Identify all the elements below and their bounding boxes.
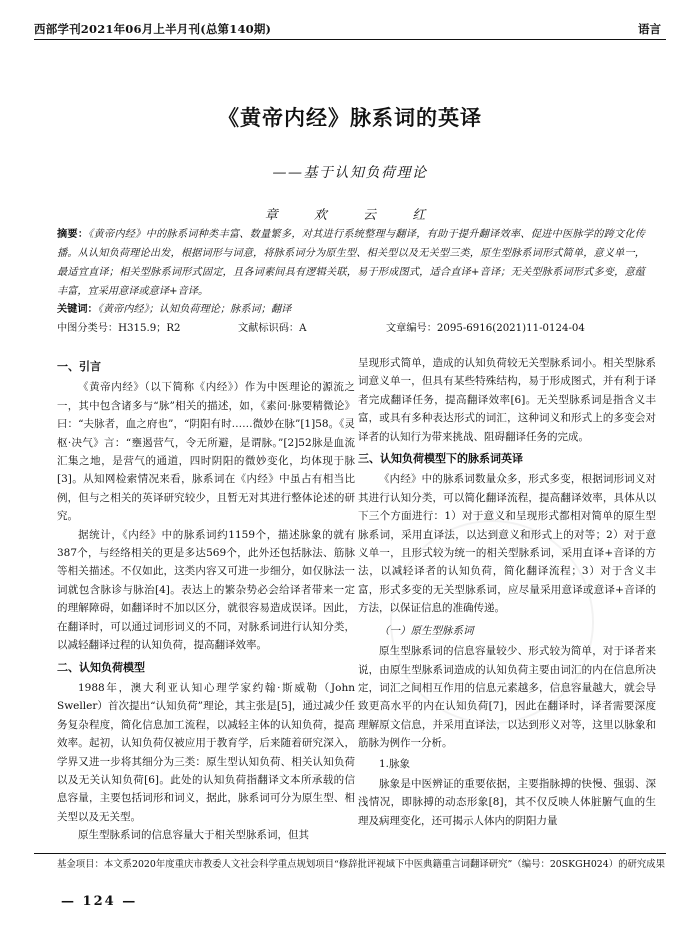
subsection-heading: （一）原生型脉系词 xyxy=(379,624,474,637)
left-column xyxy=(57,354,355,845)
keywords-text: 《黄帝内经》；认知负荷理论；脉系词；翻译 xyxy=(97,304,292,315)
clc-number: 中图分类号：H315.9；R2 xyxy=(57,323,181,334)
header-rule xyxy=(34,39,666,40)
paragraph: 呈现形式简单，造成的认知负荷较无关型脉系词小。相关型脉系词意义单一，但具有某些特殊结构，易于形成图式，并有利于译者完成翻译任务，提高翻译效率[6]。无关型脉系词是指含义丰富，或具有多种表达形式的词汇，这种词义和形式上的多变会对译者的认知行为带来挑战、阻碍翻译任务的完成。 xyxy=(358,357,656,443)
section-label: 语言 xyxy=(638,22,661,36)
document-code: 文献标识码：A xyxy=(238,323,307,334)
page-number: — 124 — xyxy=(61,894,138,909)
paragraph: 脉象是中医辨证的重要依据，主要指脉搏的快慢、强弱、深浅情况，即脉搏的动态形象[8]，其不仅反映人体脏腑气血的生理及病理变化，还可揭示人体内的阴阳力量 xyxy=(358,777,656,827)
authors: 章 欢 云 红 xyxy=(264,208,436,223)
article-title: 《黄帝内经》脉系词的英译 xyxy=(218,105,482,130)
abstract-text: 《黄帝内经》中的脉系词种类丰富、数量繁多，对其进行系统整理与翻译，有助于提升翻译效率、促进中医脉学的跨文化传播。从认知负荷理论出发，根据词形与词意，将脉系词分为原生型、相关型以及无关型三类，原生型脉系词形式简单，意义单一，最适宜直译；相关型脉系词形式固定，且各词素间具有逻辑关联，易于形成图式，适合直译+音译；无关型脉系词形式多变，意蕴丰富，宜采用意译或意译+音译。 xyxy=(57,229,645,297)
subsubsection-heading: 1.脉象 xyxy=(379,757,411,770)
journal-header: 西部学刊2021年06月上半月刊(总第140期) xyxy=(34,22,272,36)
footnote-rule xyxy=(34,853,666,854)
article-subtitle: ——基于认知负荷理论 xyxy=(272,165,428,181)
abstract-label: 摘要： xyxy=(57,228,89,240)
paragraph: 原生型脉系词的信息容量较少、形式较为简单，对于译者来说，由原生型脉系词造成的认知负荷主要由词汇的内在信息所决定，词汇之间相互作用的信息元素越多，信息容量越大，就会导致更高水平的内在认知负荷[7]，因此在翻译时，译者需要深度理解原文信息，并采用直译法，以达到形义对等，这里以脉象和筋脉为例作一分析。 xyxy=(358,645,656,750)
paragraph: 原生型脉系词的信息容量大于相关型脉系词，但其 xyxy=(78,829,309,842)
paragraph: 《内经》中的脉系词数量众多，形式多变，根据词形词义对其进行认知分类，可以简化翻译流程，提高翻译效率，具体从以下三个方面进行：1）对于意义和呈现形式都相对简单的原生型脉系词，采用直译法，以达到意义和形式上的对等；2）对于意义单一，且形式较为统一的相关型脉系词，采用直译+音译的方法，以减轻译者的认知负荷，简化翻译流程；3）对于含义丰富，形式多变的无关型脉系词，应尽量采用意译或意译+音译的方法，以保证信息的准确传递。 xyxy=(358,473,656,615)
section-heading-intro: 一、引言 xyxy=(57,360,101,373)
funding-footnote: 基金项目：本文系2020年度重庆市教委人文社会科学重点规划项目“修辞批评视域下中医典籍重言词翻译研究”（编号：20SKGH024）的研究成果 xyxy=(57,859,665,870)
section-heading-model: 二、认知负荷模型 xyxy=(57,660,145,674)
paragraph: 《黄帝内经》（以下简称《内经》）作为中医理论的源流之一，其中包含诸多与“脉”相关的描述，如，《素问·脉要精微论》曰：“夫脉者，血之府也”，“阴阳有时……微妙在脉”[1]58。《灵枢·决气》言：“壅遏营气，令无所避，是谓脉。”[2]52脉是血流汇集之地，是营气的通道，四时阴阳的微妙变化，均体现于脉[3]。从知网检索情况来看，脉系词在《内经》中虽占有相当比例，但与之相关的英译研究较少，且暂无对其进行整体论述的研究。 xyxy=(57,381,355,523)
keywords xyxy=(57,300,645,319)
section-heading-translation: 三、认知负荷模型下的脉系词英译 xyxy=(358,452,523,466)
paragraph: 据统计，《内经》中的脉系词约1159个，描述脉象的就有387个，与经络相关的更是多达569个，此外还包括脉法、筋脉等相关描述。不仅如此，这类内容又可进一步细分，如仅脉法一词就包含脉诊与脉治[4]。表达上的繁杂势必会给译者带来一定的理解障碍，如翻译时不加以区分，就很容易造成误译。因此，在翻译时，可以通过词形词义的不同，对脉系词进行认知分类，以减轻翻译过程的认知负荷，提高翻译效率。 xyxy=(57,528,355,652)
abstract xyxy=(57,225,645,301)
article-number: 文章编号：2095-6916(2021)11-0124-04 xyxy=(386,323,585,334)
paragraph: 1988年，澳大利亚认知心理学家约翰·斯威勒（John Sweller）首次提出“认知负荷”理论，其主张是[5]，通过减少任务复杂程度，简化信息加工流程，以减轻主体的认知负荷，提高效率。起初，认知负荷仅被应用于教育学，后来随着研究深入，学界又进一步将其细分为三类：原生型认知负荷、相关认知负荷以及无关认知负荷[6]。此处的认知负荷指翻译文本所承载的信息容量，主要包括词形和词义，据此，脉系词可分为原生型、相关型以及无关型。 xyxy=(57,681,355,823)
right-column xyxy=(358,354,656,830)
keywords-label: 关键词： xyxy=(57,303,98,315)
